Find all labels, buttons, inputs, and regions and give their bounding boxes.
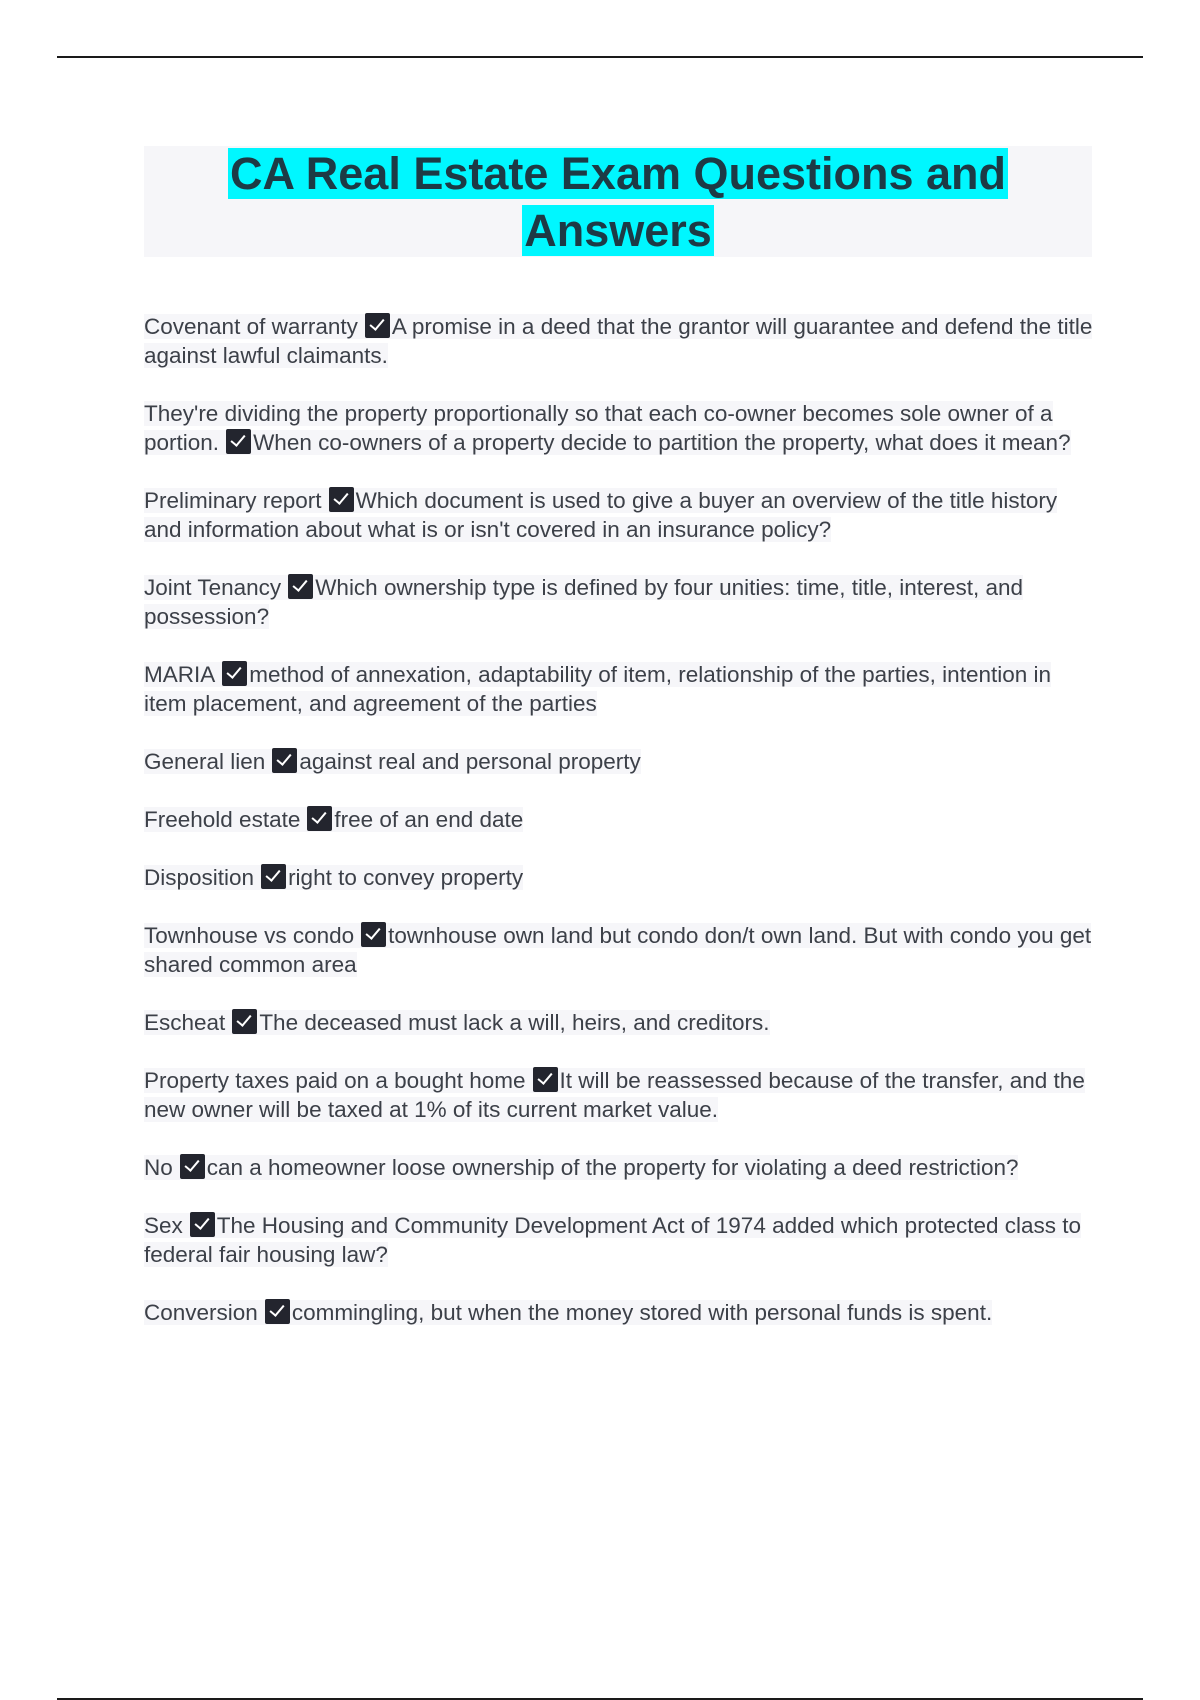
checkmark-icon xyxy=(365,313,390,338)
checkmark-icon xyxy=(265,1299,290,1324)
page-title-text: CA Real Estate Exam Questions and Answers xyxy=(229,147,1007,256)
qa-item xyxy=(144,863,1094,892)
checkmark-icon xyxy=(272,748,297,773)
qa-text: When co-owners of a property decide to partition the property, what does it mean? xyxy=(253,430,1071,455)
qa-term: They're dividing the property proportionally so that each co-owner becomes sole owner of a portion. xyxy=(144,401,1053,455)
qa-item xyxy=(144,312,1094,370)
qa-text: right to convey property xyxy=(288,865,524,890)
qa-item xyxy=(144,805,1094,834)
qa-text: Which ownership type is defined by four unities: time, title, interest, and possession? xyxy=(144,575,1024,629)
qa-item xyxy=(144,1153,1094,1182)
qa-term: Property taxes paid on a bought home xyxy=(144,1068,526,1093)
qa-item xyxy=(144,1298,1094,1327)
qa-text: It will be reassessed because of the transfer, and the new owner will be taxed at 1% of its current market value. xyxy=(144,1068,1085,1122)
qa-term: No xyxy=(144,1155,173,1180)
checkmark-icon xyxy=(307,806,332,831)
title-block xyxy=(144,146,1092,257)
checkmark-icon xyxy=(533,1067,558,1092)
qa-term: Escheat xyxy=(144,1010,226,1035)
qa-term: Townhouse vs condo xyxy=(144,923,355,948)
qa-term: Conversion xyxy=(144,1300,258,1325)
qa-text: free of an end date xyxy=(334,807,524,832)
qa-term: Covenant of warranty xyxy=(144,314,358,339)
qa-text: Which document is used to give a buyer an overview of the title history and information about what is or isn't covered in an insurance policy? xyxy=(144,488,1058,542)
qa-item xyxy=(144,660,1094,718)
checkmark-icon xyxy=(261,864,286,889)
qa-term: Disposition xyxy=(144,865,255,890)
qa-term: Freehold estate xyxy=(144,807,301,832)
qa-term: Sex xyxy=(144,1213,183,1238)
qa-text: can a homeowner loose ownership of the property for violating a deed restriction? xyxy=(206,1155,1019,1180)
qa-text: The deceased must lack a will, heirs, and creditors. xyxy=(259,1010,770,1035)
qa-item xyxy=(144,399,1094,457)
qa-text: townhouse own land but condo don/t own land. But with condo you get shared common area xyxy=(144,923,1092,977)
checkmark-icon xyxy=(190,1212,215,1237)
qa-item xyxy=(144,921,1094,979)
checkmark-icon xyxy=(180,1154,205,1179)
qa-text: A promise in a deed that the grantor will guarantee and defend the title against lawful claimants. xyxy=(144,314,1093,368)
qa-item xyxy=(144,1008,1094,1037)
qa-term: General lien xyxy=(144,749,266,774)
qa-item xyxy=(144,573,1094,631)
qa-text: method of annexation, adaptability of item, relationship of the parties, intention in item placement, and agreement of the parties xyxy=(144,662,1052,716)
top-rule xyxy=(57,56,1143,58)
qa-item xyxy=(144,747,1094,776)
checkmark-icon xyxy=(361,922,386,947)
qa-text: against real and personal property xyxy=(299,749,641,774)
checkmark-icon xyxy=(222,661,247,686)
qa-text: commingling, but when the money stored with personal funds is spent. xyxy=(291,1300,993,1325)
qa-term: MARIA xyxy=(144,662,216,687)
checkmark-icon xyxy=(226,429,251,454)
qa-item xyxy=(144,486,1094,544)
qa-item xyxy=(144,1066,1094,1124)
qa-list xyxy=(144,312,1094,1356)
qa-item xyxy=(144,1211,1094,1269)
page-title xyxy=(188,145,1048,259)
qa-text: The Housing and Community Development Act of 1974 added which protected class to federal fair housing law? xyxy=(144,1213,1082,1267)
checkmark-icon xyxy=(329,487,354,512)
qa-term: Preliminary report xyxy=(144,488,322,513)
checkmark-icon xyxy=(288,574,313,599)
checkmark-icon xyxy=(232,1009,257,1034)
qa-term: Joint Tenancy xyxy=(144,575,282,600)
